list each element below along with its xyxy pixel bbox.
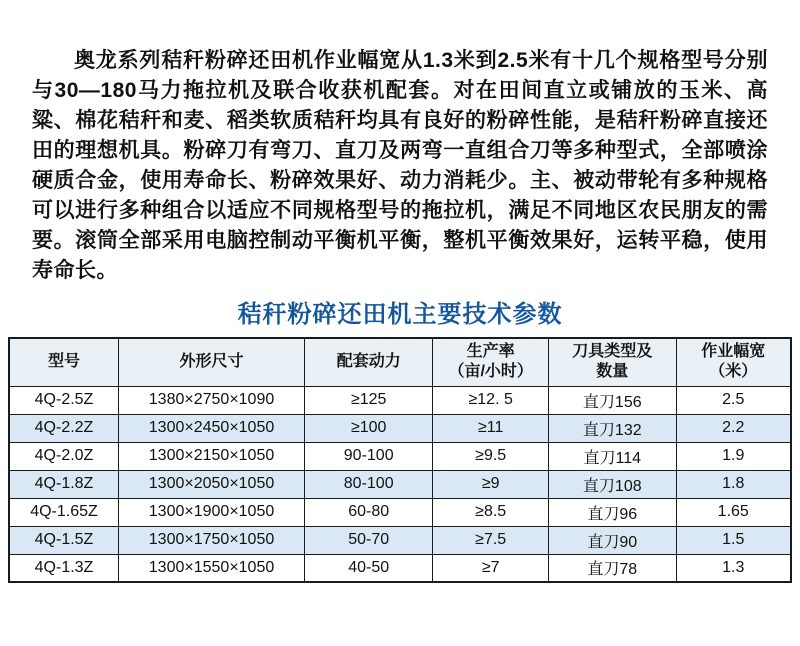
- table-row: [9, 554, 791, 582]
- cell-model: 4Q-2.0Z: [9, 442, 118, 470]
- cell-blade-type: 直刀114: [549, 442, 676, 470]
- header-label: （米）: [709, 363, 758, 381]
- column-header-productivity: [433, 338, 549, 386]
- cell-blade-type: 直刀90: [549, 526, 676, 554]
- cell-model: 4Q-1.8Z: [9, 470, 118, 498]
- cell-working-width: 2.2: [676, 414, 791, 442]
- cell-model: 4Q-2.2Z: [9, 414, 118, 442]
- cell-model: 4Q-1.3Z: [9, 554, 118, 582]
- cell-power: 50-70: [305, 526, 433, 554]
- cell-blade-type: 直刀156: [549, 386, 676, 414]
- cell-working-width: 1.9: [676, 442, 791, 470]
- cell-dimensions: 1300×2150×1050: [118, 442, 304, 470]
- cell-dimensions: 1300×1900×1050: [118, 498, 304, 526]
- column-header-dimensions: [118, 338, 304, 386]
- cell-power: 80-100: [305, 470, 433, 498]
- header-label: 外形尺寸: [179, 353, 244, 371]
- column-header-model: [9, 338, 118, 386]
- cell-power: 90-100: [305, 442, 433, 470]
- cell-productivity: ≥9.5: [433, 442, 549, 470]
- header-label: 配套动力: [336, 353, 401, 371]
- document-page: [0, 46, 800, 646]
- specs-table: [8, 337, 792, 583]
- cell-power: 60-80: [305, 498, 433, 526]
- cell-productivity: ≥7.5: [433, 526, 549, 554]
- intro-paragraph: 奥龙系列秸秆粉碎还田机作业幅宽从1.3米到2.5米有十几个规格型号分别与30—180马力拖拉机及联合收获机配套。对在田间直立或铺放的玉米、高粱、棉花秸秆和麦、稻类软质秸秆均具有良好的粉碎性能，是秸秆粉碎直接还田的理想机具。粉碎刀有弯刀、直刀及两弯一直组合刀等多种型式，全部喷涂硬质合金，使用寿命长、粉碎效果好、动力消耗少。主、被动带轮有多种规格可以进行多种组合以适应不同规格型号的拖拉机，满足不同地区农民朋友的需要。滚筒全部采用电脑控制动平衡机平衡，整机平衡效果好，运转平稳，使用寿命长。: [32, 49, 768, 282]
- cell-dimensions: 1300×2450×1050: [118, 414, 304, 442]
- header-label: 刀具类型及: [572, 343, 653, 361]
- cell-model: 4Q-1.5Z: [9, 526, 118, 554]
- cell-model: 4Q-2.5Z: [9, 386, 118, 414]
- table-row: [9, 526, 791, 554]
- cell-working-width: 2.5: [676, 386, 791, 414]
- cell-productivity: ≥11: [433, 414, 549, 442]
- cell-blade-type: 直刀78: [549, 554, 676, 582]
- cell-dimensions: 1380×2750×1090: [118, 386, 304, 414]
- cell-working-width: 1.65: [676, 498, 791, 526]
- header-label: 生产率: [466, 343, 515, 361]
- cell-blade-type: 直刀132: [549, 414, 676, 442]
- cell-working-width: 1.3: [676, 554, 791, 582]
- table-header-row: [9, 338, 791, 386]
- cell-power: ≥125: [305, 386, 433, 414]
- cell-dimensions: 1300×1550×1050: [118, 554, 304, 582]
- cell-productivity: ≥8.5: [433, 498, 549, 526]
- cell-productivity: ≥12. 5: [433, 386, 549, 414]
- cell-productivity: ≥9: [433, 470, 549, 498]
- table-row: [9, 414, 791, 442]
- cell-dimensions: 1300×1750×1050: [118, 526, 304, 554]
- column-header-working-width: [676, 338, 791, 386]
- cell-power: ≥100: [305, 414, 433, 442]
- table-row: [9, 386, 791, 414]
- table-title: 秸秆粉碎还田机主要技术参数: [237, 302, 563, 328]
- cell-dimensions: 1300×2050×1050: [118, 470, 304, 498]
- cell-power: 40-50: [305, 554, 433, 582]
- cell-working-width: 1.8: [676, 470, 791, 498]
- column-header-blade-type: [549, 338, 676, 386]
- header-label: 型号: [47, 353, 80, 371]
- table-row: [9, 498, 791, 526]
- cell-model: 4Q-1.65Z: [9, 498, 118, 526]
- table-row: [9, 442, 791, 470]
- column-header-power: [305, 338, 433, 386]
- table-row: [9, 470, 791, 498]
- cell-productivity: ≥7: [433, 554, 549, 582]
- header-label: 作业幅宽: [701, 343, 766, 361]
- cell-working-width: 1.5: [676, 526, 791, 554]
- header-label: （亩/小时）: [448, 363, 533, 381]
- cell-blade-type: 直刀108: [549, 470, 676, 498]
- header-label: 数量: [596, 363, 629, 381]
- cell-blade-type: 直刀96: [549, 498, 676, 526]
